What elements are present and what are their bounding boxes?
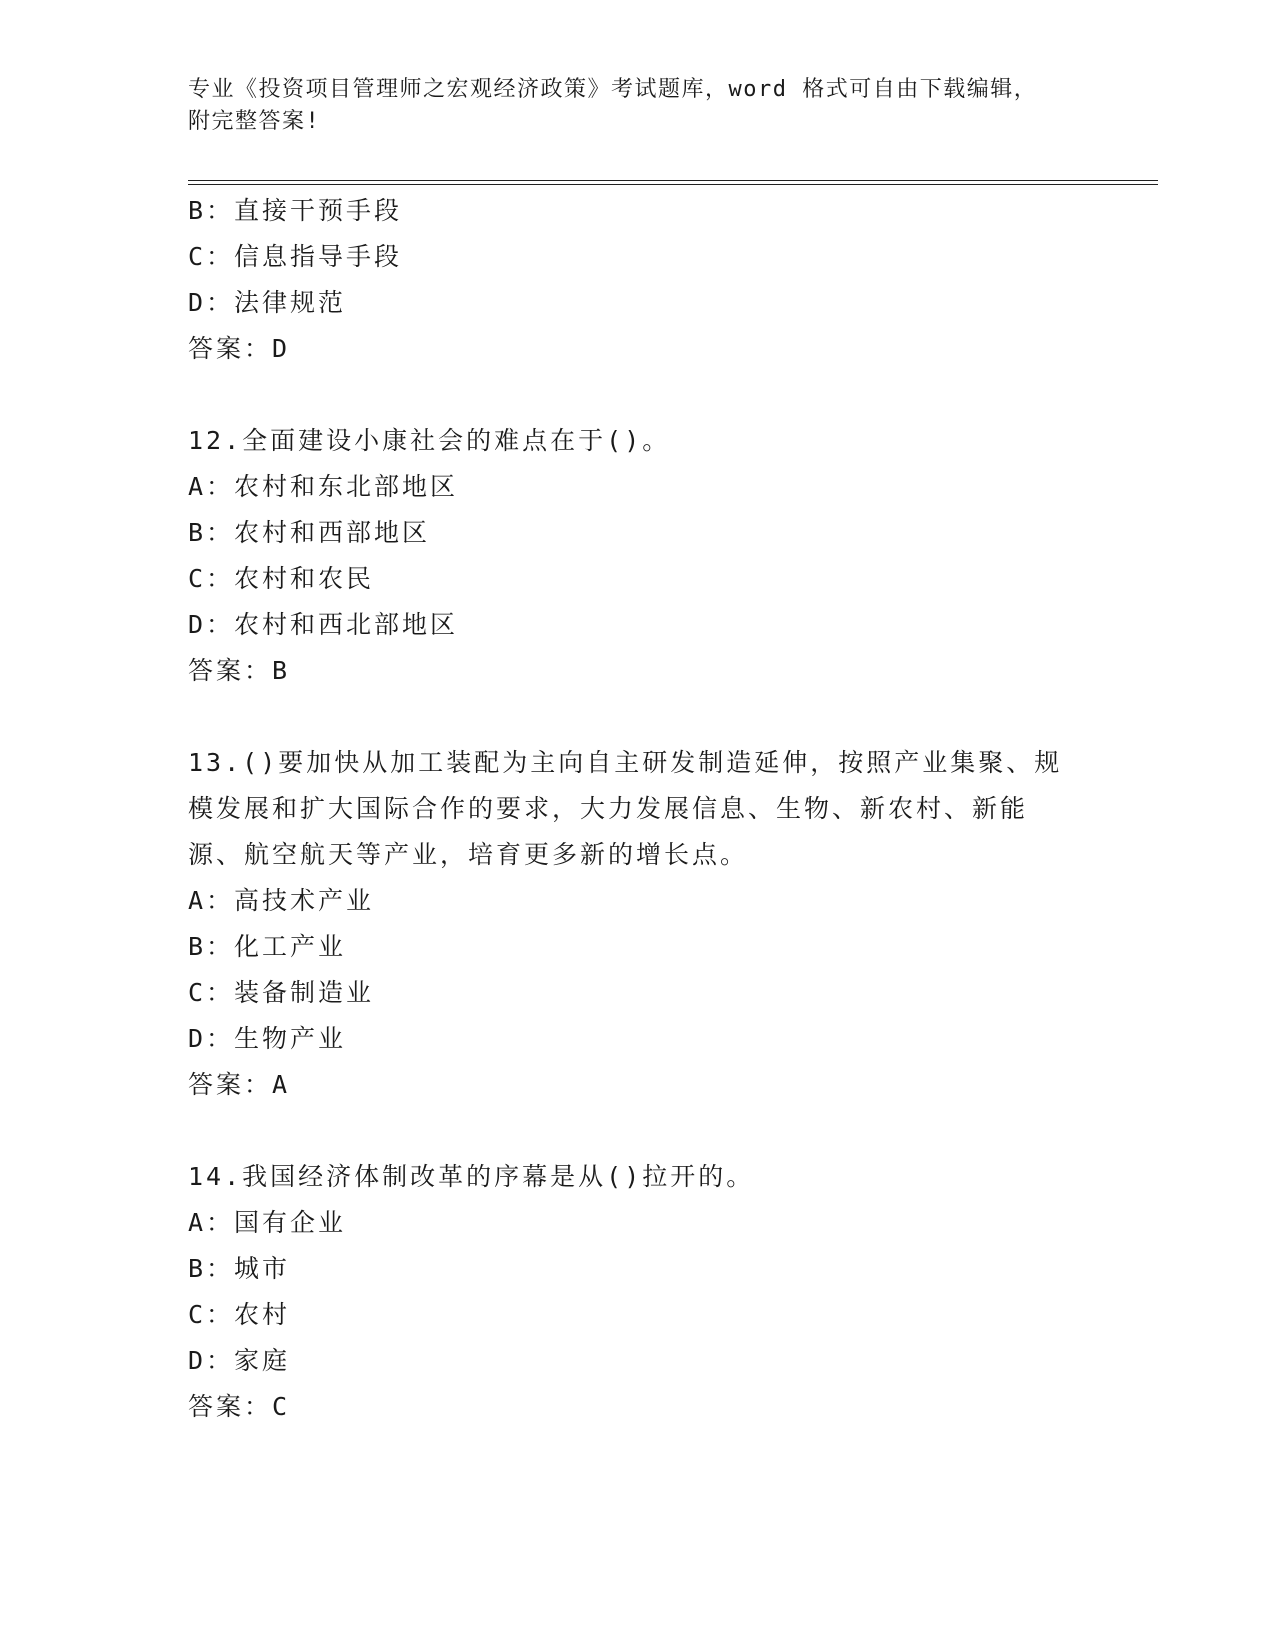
answer: 答案：A: [188, 1070, 291, 1099]
option-c: C：信息指导手段: [188, 242, 403, 271]
page-header: [188, 74, 1088, 138]
answer: 答案：D: [188, 334, 291, 363]
question-list: [188, 188, 1088, 1430]
option-b: B：城市: [188, 1254, 291, 1283]
answer: 答案：B: [188, 656, 291, 685]
spacer: [188, 1108, 1088, 1154]
header-line-2: 附完整答案!: [188, 109, 321, 134]
spacer: [188, 694, 1088, 740]
question-stem-line: 源、航空航天等产业，培育更多新的增长点。: [188, 840, 749, 869]
answer: 答案：C: [188, 1392, 291, 1421]
option-a: A：高技术产业: [188, 886, 375, 915]
option-d: D：法律规范: [188, 288, 347, 317]
option-c: C：装备制造业: [188, 978, 375, 1007]
question-stem: 12.全面建设小康社会的难点在于()。: [188, 426, 671, 455]
question-stem-line: 模发展和扩大国际合作的要求，大力发展信息、生物、新农村、新能: [188, 794, 1029, 823]
option-b: B：农村和西部地区: [188, 518, 431, 547]
header-line-1: 专业《投资项目管理师之宏观经济政策》考试题库，word 格式可自由下载编辑，: [188, 77, 1038, 102]
option-d: D：农村和西北部地区: [188, 610, 459, 639]
option-c: C：农村和农民: [188, 564, 375, 593]
question-12: [188, 418, 1088, 694]
option-a: A：国有企业: [188, 1208, 347, 1237]
option-b: B：直接干预手段: [188, 196, 403, 225]
option-b: B：化工产业: [188, 932, 347, 961]
header-divider-top: [188, 180, 1158, 181]
question-stem: [188, 740, 1088, 878]
question-13: [188, 740, 1088, 1108]
option-d: D：生物产业: [188, 1024, 347, 1053]
spacer: [188, 372, 1088, 418]
header-divider-bottom: [188, 184, 1158, 185]
option-a: A：农村和东北部地区: [188, 472, 459, 501]
question-14: [188, 1154, 1088, 1430]
option-c: C：农村: [188, 1300, 291, 1329]
option-d: D：家庭: [188, 1346, 291, 1375]
question-stem: 14.我国经济体制改革的序幕是从()拉开的。: [188, 1162, 755, 1191]
question-stem-line: 13.()要加快从加工装配为主向自主研发制造延伸，按照产业集聚、规: [188, 748, 1063, 777]
question-11-tail: [188, 188, 1088, 372]
